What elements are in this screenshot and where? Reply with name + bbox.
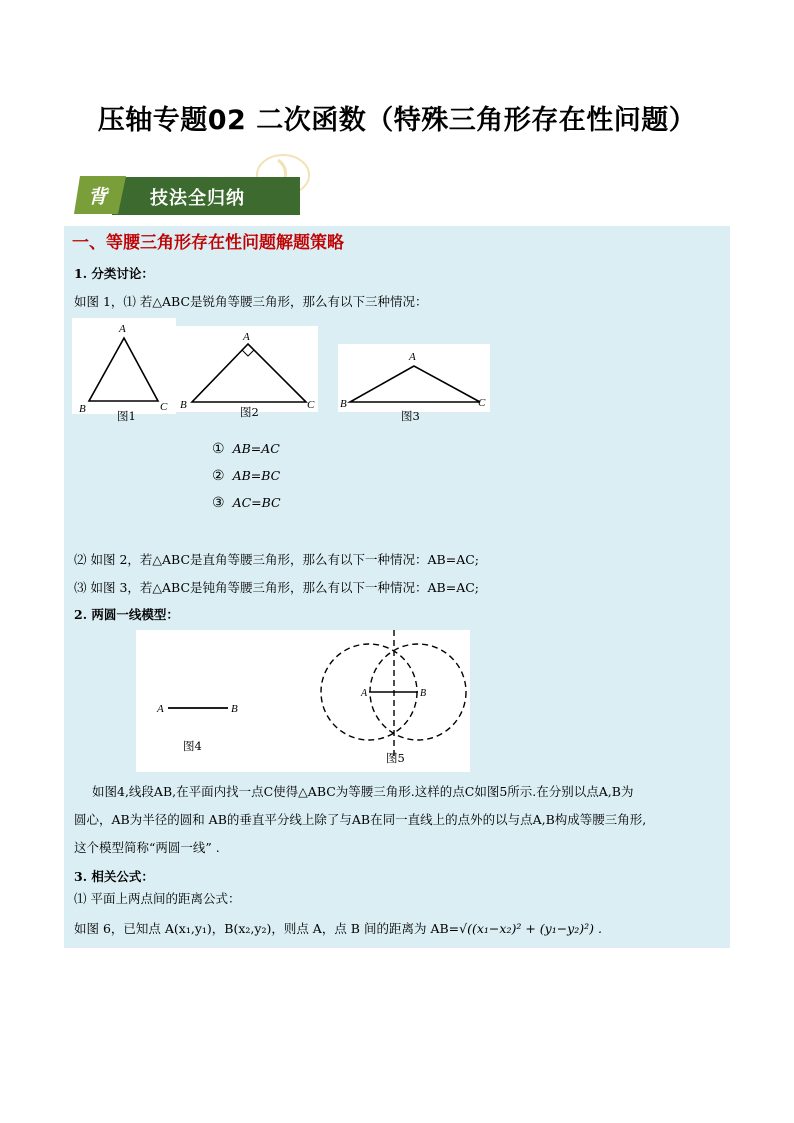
fig3-label-c: C [478,397,486,409]
item2-para-line1: 如图4,线段AB,在平面内找一点C使得△ABC为等腰三角形.这样的点C如图5所示.在分别以点A,B为 [92,784,634,799]
option-2 [212,468,280,484]
fig2-label-c: C [307,399,315,411]
fig2-label-a: A [243,331,250,343]
section-heading: 一、等腰三角形存在性问题解题策略 [72,233,344,253]
banner-badge-text: 背 [88,186,108,208]
option-2-text: AB=BC [232,468,281,483]
fig5-label-a: A [361,688,368,699]
fig1-label-b: B [79,403,86,414]
item3-label: 3. 相关公式： [74,869,154,884]
figure-3 [338,344,490,412]
fig4-label-b: B [231,703,238,715]
option-1 [212,441,280,457]
option-2-num: ② [212,468,225,484]
item2-para-line2: 圆心，AB为半径的圆和 AB的垂直平分线上除了与AB在同一直线上的点外的以与点A,B构成等腰三角形, [74,812,647,827]
fig3-label-a: A [409,351,416,363]
case2-text: ⑵ 如图 2，若△ABC是直角等腰三角形，那么有以下一种情况：AB=AC; [74,552,480,567]
fig3-caption: 图3 [401,409,420,423]
fig2-caption: 图2 [240,405,259,419]
option-3-num: ③ [212,495,225,511]
option-1-text: AB=AC [232,441,280,456]
distance-formula [74,919,602,937]
fig5-label-b: B [420,688,427,699]
fig4-caption: 图4 [183,739,202,753]
case1-text: 如图 1，⑴ 若△ABC是锐角等腰三角形，那么有以下三种情况： [74,294,428,309]
item2-label: 2. 两圆一线模型： [74,607,179,622]
fig3-label-b: B [340,398,347,410]
fig5-caption: 图5 [386,751,405,765]
fig1-label-a: A [119,323,126,335]
figure-2 [176,326,318,412]
banner-label: 技法全归纳 [150,188,245,209]
item1-label: 1. 分类讨论： [74,266,154,281]
section-banner [74,174,300,216]
fig2-label-b: B [180,399,187,411]
option-1-num: ① [212,441,225,457]
item3-sub1: ⑴ 平面上两点间的距离公式： [74,891,241,906]
fig1-label-c: C [160,401,168,413]
fig4-label-a: A [157,703,164,715]
option-3 [212,495,281,511]
case3-text: ⑶ 如图 3，若△ABC是钝角等腰三角形，那么有以下一种情况：AB=AC; [74,580,480,595]
item2-para-line3: 这个模型简称“两圆一线” . [74,840,220,855]
fig1-caption: 图1 [117,409,136,423]
figure-1 [72,318,176,414]
formula-prefix: 如图 6，已知点 A(x₁,y₁)，B(x₂,y₂)，则点 A，点 B 间的距离为 AB= [74,921,460,936]
formula-expression: √((x₁−x₂)² + (y₁−y₂)²) . [459,921,602,936]
page-title: 压轴专题02 二次函数（特殊三角形存在性问题） [97,105,697,136]
option-3-text: AC=BC [232,495,281,510]
